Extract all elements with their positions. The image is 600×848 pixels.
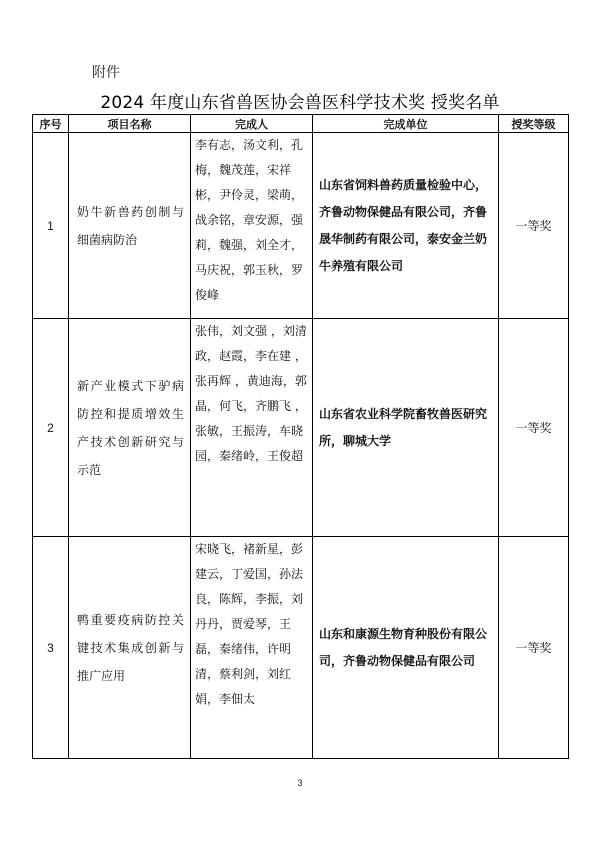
- contributors: 李有志，汤文利，孔梅，魏茂莲，宋祥彬，尹伶灵，梁萌，战余铭，章安源，强莉，魏强，刘全才，马庆祝，郭玉秋，罗俊峰: [191, 133, 313, 319]
- table-row: [33, 537, 569, 759]
- institutions: 山东省农业科学院畜牧兽医研究所，聊城大学: [313, 319, 499, 537]
- row-number: 1: [33, 133, 69, 319]
- row-number: 2: [33, 319, 69, 537]
- row-number: 3: [33, 537, 69, 759]
- attachment-label: 附件: [92, 65, 120, 81]
- column-header-project: 项目名称: [69, 115, 191, 133]
- column-header-award: 授奖等级: [499, 115, 569, 133]
- contributors: 张伟，刘文强 ，刘清政，赵霞，李在建 ，张再辉 ，黄迪海，郭晶，何飞，齐鹏飞 ，张敏，王振涛，车晓园，秦绪岭，王俊超: [191, 319, 313, 537]
- contributors: 宋晓飞，褚新星，彭建云，丁爱国，孙法良，陈辉，李振，刘丹丹，贾爱琴，王磊，秦绪伟，许明清，蔡利剑，刘红娟，李佃太: [191, 537, 313, 759]
- page-number: 3: [297, 778, 303, 788]
- table-header-row: [33, 115, 569, 133]
- table-row: [33, 133, 569, 319]
- institutions: 山东省饲料兽药质量检验中心，齐鲁动物保健品有限公司，齐鲁晟华制药有限公司，泰安金兰奶牛养殖有限公司: [313, 133, 499, 319]
- project-name: 鸭重要疫病防控关键技术集成创新与推广应用: [69, 537, 191, 759]
- project-name: 新产业模式下驴病防控和提质增效生产技术创新研究与示范: [69, 319, 191, 537]
- project-name: 奶牛新兽药创制与细菌病防治: [69, 133, 191, 319]
- institutions: 山东和康源生物育种股份有限公司，齐鲁动物保健品有限公司: [313, 537, 499, 759]
- document-title: 2024 年度山东省兽医协会兽医科学技术奖 授奖名单: [100, 93, 500, 113]
- column-header-no: 序号: [33, 115, 69, 133]
- award-level: 一等奖: [499, 537, 569, 759]
- table-row: [33, 319, 569, 537]
- column-header-units: 完成单位: [313, 115, 499, 133]
- award-level: 一等奖: [499, 319, 569, 537]
- column-header-people: 完成人: [191, 115, 313, 133]
- award-level: 一等奖: [499, 133, 569, 319]
- award-table: [32, 114, 569, 759]
